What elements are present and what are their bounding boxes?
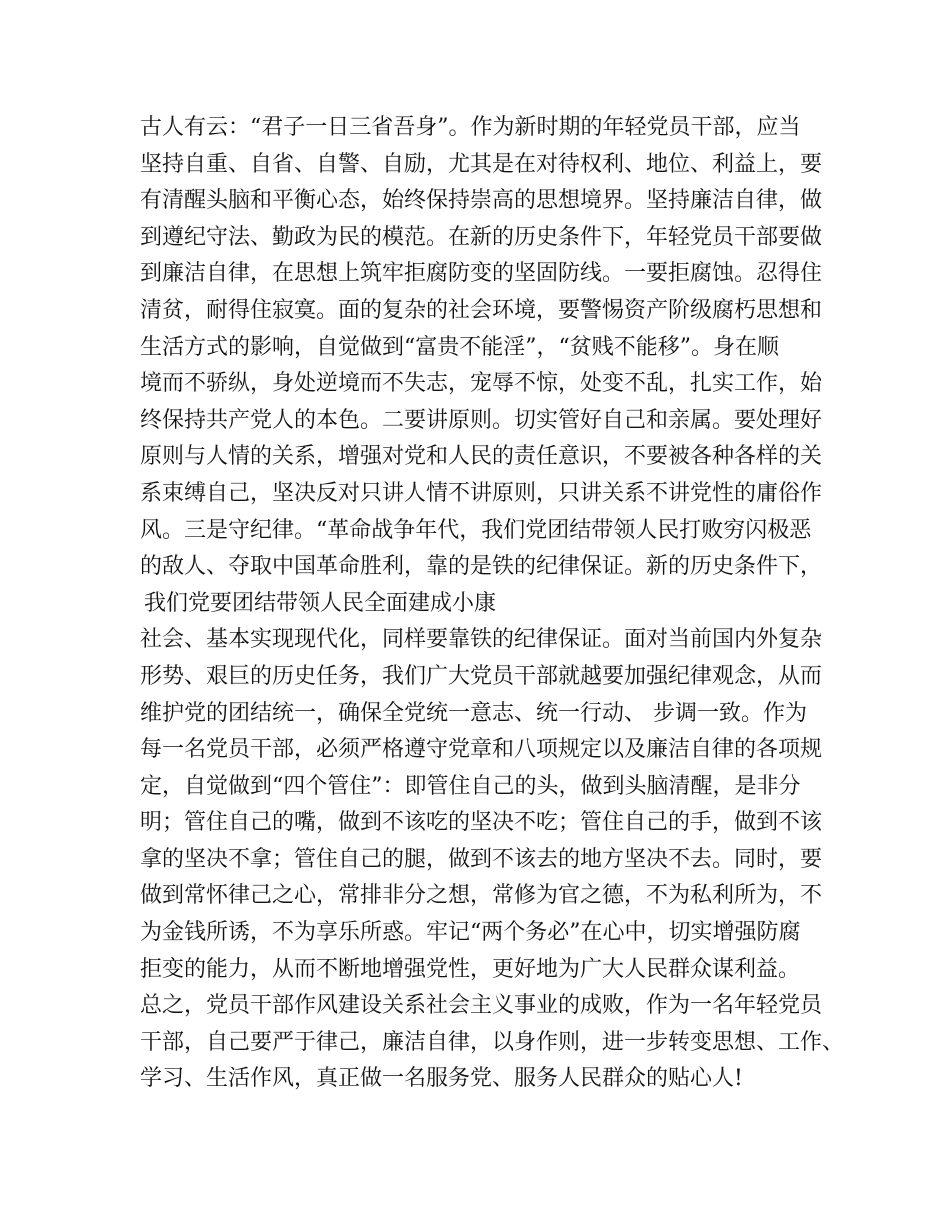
- text-line: 明；管住自己的嘴，做到不该吃的坚决不吃；管住自己的手，做到不该: [140, 810, 823, 836]
- text-line: 坚持自重、自省、自警、自励，尤其是在对待权利、地位、利益上，要: [140, 151, 823, 177]
- text-line: 风。三是守纪律。“革命战争年代，我们党团结带领人民打败穷闪极恶: [140, 517, 812, 543]
- text-line: 原则与人情的关系，增强对党和人民的责任意识，不要被各种各样的关: [140, 444, 823, 470]
- text-line: 清贫，耐得住寂寞。面的复杂的社会环境，要警惕资产阶级腐朽思想和: [140, 297, 823, 323]
- text-line: 定，自觉做到“四个管住”：即管住自己的头，做到头脑清醒，是非分: [140, 773, 801, 799]
- text-line: 到廉洁自律，在思想上筑牢拒腐防变的坚固防线。一要拒腐蚀。忍得住: [140, 261, 823, 287]
- text-line: 社会、基本实现现代化，同样要靠铁的纪律保证。面对当前国内外复杂: [140, 627, 823, 653]
- text-line: 学习、生活作风，真正做一名服务党、服务人民群众的贴心人!: [140, 1066, 743, 1092]
- text-line: 境而不骄纵，身处逆境而不失志，宠辱不惊，处变不乱，扎实工作，始: [140, 371, 823, 397]
- text-line: 我们党要团结带领人民全面建成小康: [144, 590, 497, 616]
- text-line: 的敌人、夺取中国革命胜利，靠的是铁的纪律保证。新的历史条件下，: [140, 554, 823, 580]
- text-line: 系束缚自己，坚决反对只讲人情不讲原则，只讲关系不讲党性的庸俗作: [140, 480, 823, 506]
- text-line: 终保持共产党人的本色。二要讲原则。切实管好自己和亲属。要处理好: [140, 407, 823, 433]
- text-line: 拒变的能力，从而不断地增强党性，更好地为广大人民群众谋利益。: [140, 956, 801, 982]
- text-line: 生活方式的影响，自觉做到“富贵不能淫”，“贫贱不能移”。身在顺: [140, 334, 779, 360]
- text-line: 古人有云：“君子一日三省吾身”。作为新时期的年轻党员干部，应当: [140, 115, 801, 140]
- text-line: 到遵纪守法、勤政为民的模范。在新的历史条件下，年轻党员干部要做: [140, 224, 823, 250]
- text-line: 维护党的团结统一，确保全党统一意志、统一行动、 步调一致。作为: [140, 700, 807, 726]
- text-line: 为金钱所诱，不为享乐所惑。牢记“两个务必”在心中，切实增强防腐: [140, 920, 801, 946]
- text-line: 总之，党员干部作风建设关系社会主义事业的成败，作为一名年轻党员: [140, 993, 823, 1019]
- text-line: 形势、艰巨的历史任务，我们广大党员干部就越要加强纪律观念，从而: [140, 663, 823, 689]
- text-line: 做到常怀律己之心，常排非分之想，常修为官之德，不为私利所为，不: [140, 883, 823, 909]
- text-line: 拿的坚决不拿；管住自己的腿，做到不该去的地方坚决不去。同时，要: [140, 846, 823, 872]
- text-line: 每一名党员干部，必须严格遵守党章和八项规定以及廉洁自律的各项规: [140, 737, 823, 763]
- document-body: [140, 110, 845, 1098]
- text-line: 干部，自己要严于律己，廉洁自律，以身作则，进一步转变思想、工作、: [140, 1029, 845, 1055]
- text-line: 有清醒头脑和平衡心态，始终保持崇高的思想境界。坚持廉洁自律，做: [140, 188, 823, 214]
